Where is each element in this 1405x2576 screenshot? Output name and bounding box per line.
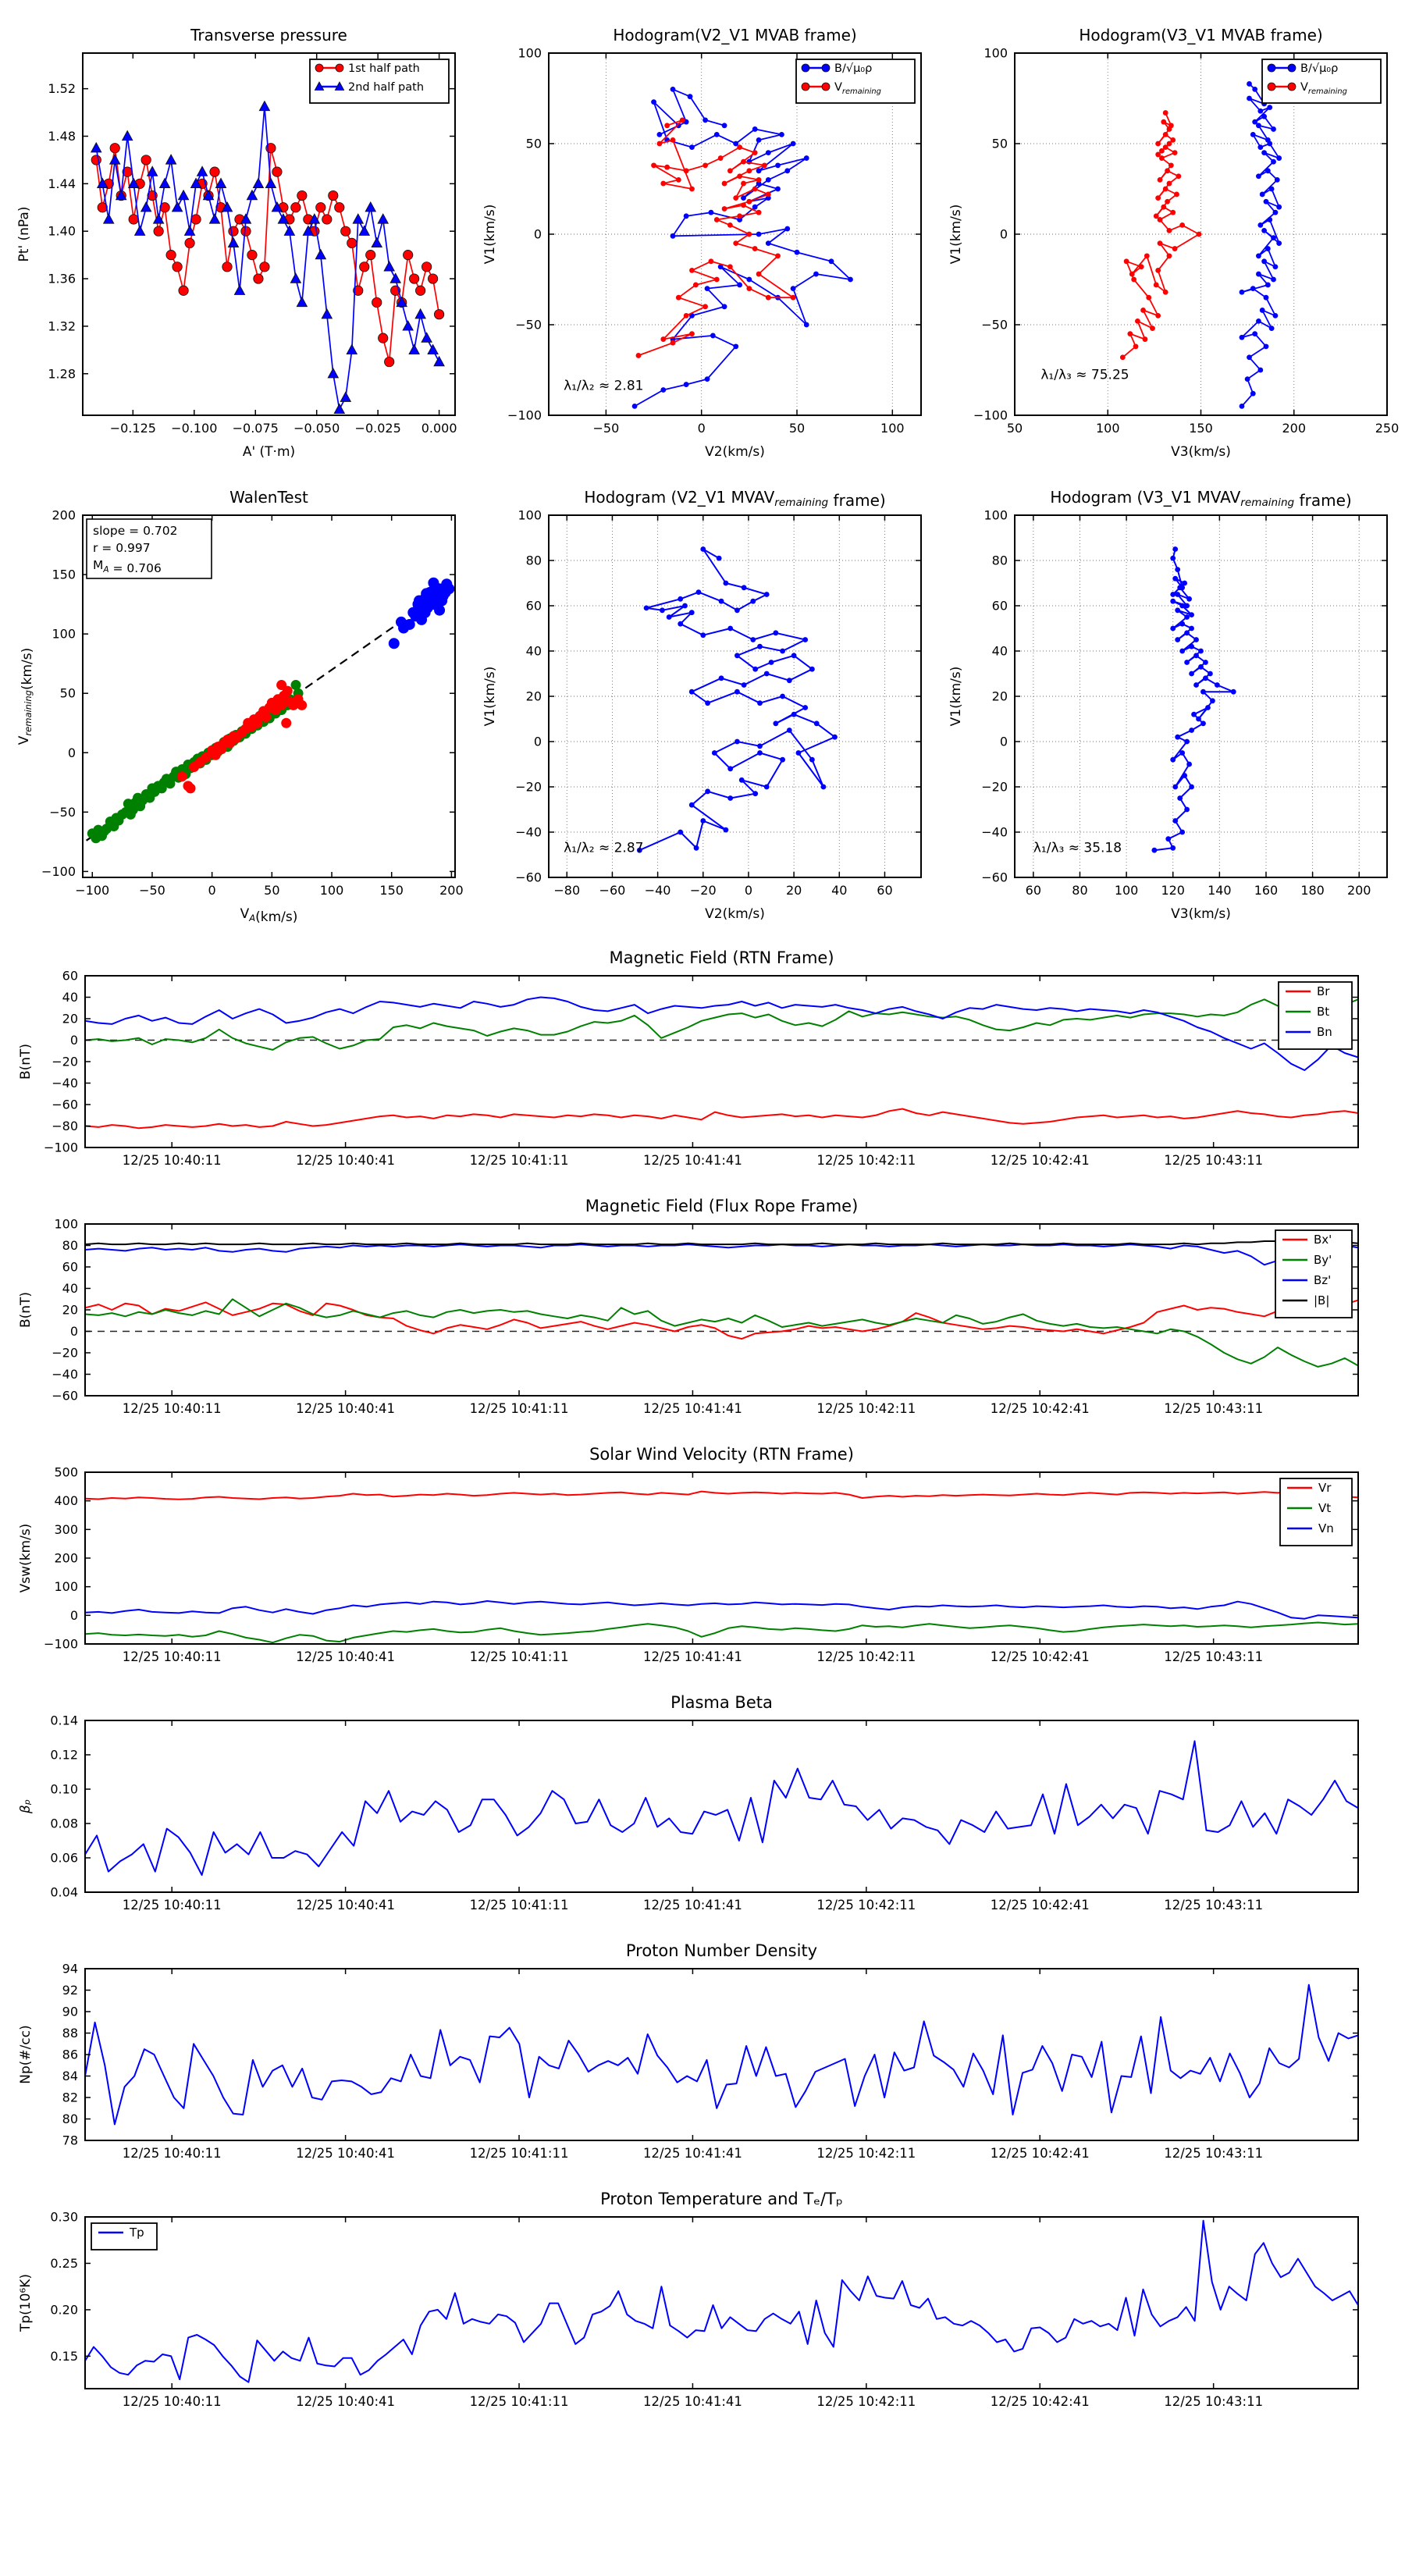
svg-text:Hodogram (V2_V1 MVAVremaining: Hodogram (V2_V1 $MVAV_{remaining}$ frame): [584, 488, 886, 510]
svg-text:V3(km/s): V3(km/s): [1171, 906, 1231, 922]
svg-text:0.14: 0.14: [50, 1713, 78, 1728]
svg-text:80: 80: [62, 1238, 78, 1253]
svg-text:1.32: 1.32: [48, 318, 76, 334]
svg-text:12/25 10:41:41: 12/25 10:41:41: [642, 1153, 742, 1168]
svg-text:−100: −100: [44, 1140, 78, 1155]
svg-text:−0.025: −0.025: [354, 421, 401, 436]
svg-text:B/√μ₀ρ: B/√μ₀ρ: [834, 62, 873, 75]
svg-text:Hodogram(V3_V1 MVAB frame): Hodogram(V3_V1 MVAB frame): [1079, 26, 1323, 44]
panel-magnetic-field-flux-rope: [11, 1191, 1405, 1435]
svg-text:100: 100: [880, 421, 905, 436]
svg-text:Bt: Bt: [1317, 1005, 1330, 1019]
svg-text:slope = 0.702: slope = 0.702: [93, 524, 178, 538]
svg-text:1.48: 1.48: [48, 128, 76, 144]
svg-text:−40: −40: [644, 883, 671, 898]
svg-text:−40: −40: [515, 824, 542, 840]
svg-text:0: 0: [999, 734, 1008, 749]
svg-text:20: 20: [785, 883, 802, 898]
svg-text:Proton Temperature and Tₑ/Tₚ: Proton Temperature and Tₑ/Tₚ: [600, 2190, 843, 2208]
svg-text:0.000: 0.000: [421, 421, 457, 436]
svg-text:12/25 10:40:41: 12/25 10:40:41: [296, 1401, 396, 1416]
svg-text:B(nT): B(nT): [18, 1291, 34, 1329]
svg-text:84: 84: [62, 2069, 78, 2083]
svg-text:−20: −20: [689, 883, 717, 898]
svg-text:MA = 0.706: $M_A = 0.706$: [93, 558, 162, 575]
svg-text:60: 60: [62, 1259, 78, 1275]
svg-text:Hodogram(V2_V1 MVAB frame): Hodogram(V2_V1 MVAB frame): [613, 26, 857, 44]
svg-text:0.06: 0.06: [50, 1850, 78, 1866]
svg-text:12/25 10:43:11: 12/25 10:43:11: [1164, 2146, 1264, 2161]
svg-text:−100: −100: [44, 1636, 78, 1652]
svg-text:60: 60: [62, 968, 78, 984]
svg-text:−0.100: −0.100: [171, 421, 218, 436]
plasma-beta-chart: [11, 1688, 1382, 1931]
svg-text:200: 200: [1282, 421, 1307, 436]
svg-text:12/25 10:40:41: 12/25 10:40:41: [296, 2146, 396, 2161]
svg-text:12/25 10:41:41: 12/25 10:41:41: [642, 1898, 742, 1912]
svg-text:160: 160: [1254, 883, 1279, 898]
svg-text:−50: −50: [592, 421, 620, 436]
svg-text:Magnetic Field (Flux Rope Fram: Magnetic Field (Flux Rope Frame): [585, 1197, 859, 1215]
svg-text:150: 150: [52, 567, 76, 582]
svg-text:100: 100: [518, 45, 542, 61]
magnetic-field-rtn-chart: [11, 943, 1382, 1187]
svg-text:60: 60: [1025, 883, 1042, 898]
svg-text:100: 100: [54, 1216, 78, 1232]
svg-text:V2(km/s): V2(km/s): [705, 906, 765, 922]
svg-text:100: 100: [984, 45, 1008, 61]
svg-text:V3(km/s): V3(km/s): [1171, 444, 1231, 460]
svg-text:1st half path: 1st half path: [348, 62, 420, 75]
svg-text:Vn: Vn: [1318, 1521, 1334, 1535]
svg-text:12/25 10:40:41: 12/25 10:40:41: [296, 2394, 396, 2409]
transverse-pressure-chart: [11, 14, 468, 476]
svg-text:500: 500: [54, 1464, 78, 1480]
svg-text:12/25 10:41:41: 12/25 10:41:41: [642, 2394, 742, 2409]
panel-solar-wind-velocity: [11, 1439, 1405, 1683]
hodogram-v2v1-mvab-chart: [477, 14, 934, 476]
svg-text:300: 300: [54, 1521, 78, 1537]
svg-text:−100: −100: [507, 407, 542, 423]
svg-text:12/25 10:40:11: 12/25 10:40:11: [122, 2146, 222, 2161]
svg-text:Pt' (nPa): Pt' (nPa): [16, 206, 32, 262]
svg-text:100: 100: [52, 626, 76, 642]
svg-text:0: 0: [999, 226, 1008, 242]
svg-text:12/25 10:42:11: 12/25 10:42:11: [816, 1649, 916, 1664]
svg-text:−50: −50: [981, 317, 1008, 333]
svg-text:1.28: 1.28: [48, 366, 76, 382]
svg-text:60: 60: [525, 598, 542, 614]
svg-text:Transverse pressure: Transverse pressure: [190, 26, 347, 44]
panel-hodogram-v3v1-mvav: [943, 476, 1400, 938]
svg-text:0.08: 0.08: [50, 1816, 78, 1831]
svg-text:V1(km/s): V1(km/s): [482, 666, 498, 727]
svg-text:λ₁/λ₂ ≈ 2.81: λ₁/λ₂ ≈ 2.81: [564, 378, 644, 394]
svg-text:12/25 10:43:11: 12/25 10:43:11: [1164, 1649, 1264, 1664]
svg-text:Solar Wind Velocity (RTN Frame: Solar Wind Velocity (RTN Frame): [589, 1445, 854, 1464]
svg-text:88: 88: [62, 2026, 78, 2041]
svg-text:λ₁/λ₃ ≈ 35.18: λ₁/λ₃ ≈ 35.18: [1033, 840, 1122, 856]
svg-text:−0.075: −0.075: [232, 421, 279, 436]
panel-hodogram-v2v1-mvav: [477, 476, 934, 938]
svg-text:12/25 10:40:11: 12/25 10:40:11: [122, 1898, 222, 1912]
svg-text:B(nT): B(nT): [18, 1043, 34, 1080]
svg-text:20: 20: [62, 1302, 78, 1318]
panel-hodogram-v3v1-mvab: [943, 14, 1400, 476]
svg-text:βₚ: βₚ: [18, 1799, 34, 1814]
svg-text:40: 40: [831, 883, 848, 898]
svg-text:Hodogram (V3_V1 MVAVremaining: Hodogram (V3_V1 $MVAV_{remaining}$ frame): [1050, 488, 1352, 510]
svg-text:150: 150: [1189, 421, 1213, 436]
svg-text:12/25 10:40:41: 12/25 10:40:41: [296, 1898, 396, 1912]
svg-text:Vremaining(km/s): $V_{remaining}(km/s)$: [16, 647, 35, 745]
svg-text:−60: −60: [52, 1097, 78, 1112]
svg-text:A' (T·m): A' (T·m): [242, 444, 296, 460]
svg-text:12/25 10:42:11: 12/25 10:42:11: [816, 1898, 916, 1912]
svg-text:1.52: 1.52: [48, 81, 76, 97]
svg-text:−20: −20: [981, 779, 1008, 795]
svg-text:40: 40: [991, 643, 1008, 659]
svg-text:50: 50: [525, 136, 542, 151]
svg-text:12/25 10:41:11: 12/25 10:41:11: [469, 1401, 569, 1416]
svg-text:Vt: Vt: [1318, 1501, 1332, 1515]
svg-text:0: 0: [208, 883, 216, 898]
svg-text:12/25 10:40:11: 12/25 10:40:11: [122, 1649, 222, 1664]
svg-text:12/25 10:41:41: 12/25 10:41:41: [642, 1401, 742, 1416]
svg-text:0: 0: [69, 1033, 78, 1048]
row-top: [11, 14, 1405, 476]
svg-text:λ₁/λ₃ ≈ 75.25: λ₁/λ₃ ≈ 75.25: [1040, 367, 1129, 383]
svg-text:12/25 10:41:41: 12/25 10:41:41: [642, 1649, 742, 1664]
svg-text:50: 50: [264, 883, 280, 898]
svg-text:12/25 10:41:11: 12/25 10:41:11: [469, 2146, 569, 2161]
svg-text:Br: Br: [1317, 984, 1330, 998]
magnetic-field-flux-rope-chart: [11, 1191, 1382, 1435]
svg-text:V1(km/s): V1(km/s): [948, 666, 964, 727]
svg-text:12/25 10:43:11: 12/25 10:43:11: [1164, 1898, 1264, 1912]
svg-text:0.20: 0.20: [50, 2302, 78, 2318]
svg-text:0.12: 0.12: [50, 1747, 78, 1763]
svg-text:Vsw(km/s): Vsw(km/s): [18, 1523, 34, 1593]
svg-text:−50: −50: [515, 317, 542, 333]
svg-text:50: 50: [788, 421, 806, 436]
svg-text:250: 250: [1375, 421, 1400, 436]
svg-text:12/25 10:43:11: 12/25 10:43:11: [1164, 1401, 1264, 1416]
svg-text:12/25 10:42:41: 12/25 10:42:41: [990, 1649, 1090, 1664]
row-second: [11, 476, 1405, 938]
svg-text:12/25 10:41:41: 12/25 10:41:41: [642, 2146, 742, 2161]
svg-text:−60: −60: [599, 883, 626, 898]
proton-temperature-chart: [11, 2184, 1382, 2428]
svg-text:V1(km/s): V1(km/s): [948, 204, 964, 265]
svg-text:12/25 10:42:41: 12/25 10:42:41: [990, 1401, 1090, 1416]
svg-text:400: 400: [54, 1493, 78, 1509]
svg-text:12/25 10:43:11: 12/25 10:43:11: [1164, 1153, 1264, 1168]
svg-text:−20: −20: [52, 1345, 78, 1361]
svg-text:0: 0: [744, 883, 753, 898]
svg-text:−80: −80: [52, 1119, 78, 1133]
svg-text:20: 20: [525, 688, 542, 704]
svg-text:92: 92: [62, 1983, 78, 1998]
hodogram-v3v1-mvab-chart: [943, 14, 1400, 476]
svg-text:80: 80: [62, 2112, 78, 2126]
svg-text:Tp(10⁶K): Tp(10⁶K): [18, 2273, 34, 2332]
svg-text:By': By': [1314, 1253, 1332, 1267]
svg-text:1.40: 1.40: [48, 223, 76, 239]
svg-text:−0.125: −0.125: [109, 421, 156, 436]
svg-text:200: 200: [54, 1550, 78, 1566]
panel-proton-number-density: [11, 1936, 1405, 2179]
svg-text:−60: −60: [981, 870, 1008, 885]
svg-text:12/25 10:43:11: 12/25 10:43:11: [1164, 2394, 1264, 2409]
svg-text:0.30: 0.30: [50, 2209, 78, 2225]
svg-text:−20: −20: [515, 779, 542, 795]
svg-text:1.44: 1.44: [48, 176, 76, 191]
svg-text:86: 86: [62, 2047, 78, 2062]
panel-magnetic-field-rtn: [11, 943, 1405, 1187]
svg-text:0.10: 0.10: [50, 1781, 78, 1797]
svg-text:40: 40: [62, 1281, 78, 1296]
panel-walen-test: [11, 476, 468, 938]
svg-text:12/25 10:41:11: 12/25 10:41:11: [469, 1649, 569, 1664]
svg-text:12/25 10:40:41: 12/25 10:40:41: [296, 1649, 396, 1664]
svg-text:12/25 10:42:11: 12/25 10:42:11: [816, 2146, 916, 2161]
svg-text:0: 0: [69, 1607, 78, 1623]
svg-text:0.04: 0.04: [50, 1884, 78, 1900]
svg-text:12/25 10:42:11: 12/25 10:42:11: [816, 2394, 916, 2409]
svg-text:−40: −40: [52, 1367, 78, 1382]
svg-text:−100: −100: [75, 883, 110, 898]
svg-text:200: 200: [439, 883, 464, 898]
svg-text:100: 100: [1095, 421, 1120, 436]
svg-text:80: 80: [525, 553, 542, 568]
svg-text:V2(km/s): V2(km/s): [705, 444, 765, 460]
svg-text:40: 40: [525, 643, 542, 659]
svg-text:100: 100: [54, 1579, 78, 1595]
svg-text:VA(km/s): $V_A(km/s)$: [240, 906, 298, 925]
svg-text:12/25 10:41:11: 12/25 10:41:11: [469, 2394, 569, 2409]
svg-text:Vremaining: $V_{remaining}$: [834, 81, 881, 96]
svg-text:λ₁/λ₂ ≈ 2.87: λ₁/λ₂ ≈ 2.87: [564, 840, 644, 856]
svg-text:12/25 10:40:11: 12/25 10:40:11: [122, 1401, 222, 1416]
svg-text:180: 180: [1300, 883, 1325, 898]
svg-text:−0.050: −0.050: [293, 421, 340, 436]
svg-text:94: 94: [62, 1961, 78, 1976]
svg-text:B/√μ₀ρ: B/√μ₀ρ: [1300, 62, 1339, 75]
hodogram-v2v1-mvav-chart: [477, 476, 934, 938]
svg-text:−60: −60: [52, 1388, 78, 1404]
svg-text:Plasma Beta: Plasma Beta: [670, 1693, 773, 1712]
svg-text:0.25: 0.25: [50, 2255, 78, 2271]
svg-text:−40: −40: [52, 1076, 78, 1091]
svg-text:Np(#/cc): Np(#/cc): [18, 2025, 34, 2084]
svg-text:50: 50: [1006, 421, 1023, 436]
svg-text:82: 82: [62, 2090, 78, 2105]
svg-text:−50: −50: [49, 804, 76, 820]
svg-text:0: 0: [67, 745, 76, 760]
panel-hodogram-v2v1-mvab: [477, 14, 934, 476]
svg-text:0.15: 0.15: [50, 2348, 78, 2364]
svg-text:100: 100: [518, 507, 542, 523]
svg-text:r = 0.997: r = 0.997: [93, 541, 151, 555]
svg-text:12/25 10:41:11: 12/25 10:41:11: [469, 1898, 569, 1912]
svg-text:12/25 10:42:11: 12/25 10:42:11: [816, 1401, 916, 1416]
svg-text:0: 0: [533, 734, 542, 749]
svg-text:100: 100: [984, 507, 1008, 523]
panel-proton-temperature: [11, 2184, 1405, 2428]
panel-transverse-pressure: [11, 14, 468, 476]
svg-text:78: 78: [62, 2133, 78, 2148]
svg-text:12/25 10:40:11: 12/25 10:40:11: [122, 1153, 222, 1168]
svg-text:WalenTest: WalenTest: [229, 488, 308, 507]
svg-text:12/25 10:42:11: 12/25 10:42:11: [816, 1153, 916, 1168]
svg-text:50: 50: [991, 136, 1008, 151]
svg-text:80: 80: [991, 553, 1008, 568]
svg-text:−100: −100: [973, 407, 1008, 423]
svg-text:0: 0: [69, 1324, 78, 1339]
svg-text:20: 20: [62, 1011, 78, 1026]
svg-text:2nd half path: 2nd half path: [348, 81, 425, 94]
svg-text:140: 140: [1208, 883, 1232, 898]
svg-text:Vremaining: $V_{remaining}$: [1300, 81, 1347, 96]
svg-text:40: 40: [62, 990, 78, 1005]
svg-text:20: 20: [991, 688, 1008, 704]
svg-text:Magnetic Field (RTN Frame): Magnetic Field (RTN Frame): [609, 948, 834, 967]
solar-wind-velocity-chart: [11, 1439, 1382, 1683]
svg-text:12/25 10:42:41: 12/25 10:42:41: [990, 2146, 1090, 2161]
proton-number-density-chart: [11, 1936, 1382, 2179]
svg-text:−60: −60: [515, 870, 542, 885]
svg-text:−40: −40: [981, 824, 1008, 840]
panel-plasma-beta: [11, 1688, 1405, 1931]
svg-text:Vr: Vr: [1318, 1481, 1332, 1495]
svg-text:50: 50: [59, 685, 76, 701]
svg-text:1.36: 1.36: [48, 271, 76, 286]
svg-text:80: 80: [1072, 883, 1088, 898]
svg-text:12/25 10:42:41: 12/25 10:42:41: [990, 1898, 1090, 1912]
svg-text:12/25 10:42:41: 12/25 10:42:41: [990, 2394, 1090, 2409]
svg-text:12/25 10:41:11: 12/25 10:41:11: [469, 1153, 569, 1168]
svg-text:Bz': Bz': [1314, 1273, 1332, 1287]
svg-text:90: 90: [62, 2004, 78, 2019]
svg-text:−50: −50: [139, 883, 165, 898]
svg-text:200: 200: [52, 507, 76, 523]
svg-text:150: 150: [379, 883, 404, 898]
svg-text:60: 60: [991, 598, 1008, 614]
svg-text:0: 0: [697, 421, 706, 436]
svg-text:−80: −80: [553, 883, 581, 898]
svg-text:Bx': Bx': [1314, 1233, 1332, 1247]
svg-text:200: 200: [1346, 883, 1371, 898]
svg-text:12/25 10:40:11: 12/25 10:40:11: [122, 2394, 222, 2409]
svg-text:Bn: Bn: [1317, 1025, 1332, 1039]
svg-text:−20: −20: [52, 1054, 78, 1069]
svg-text:100: 100: [319, 883, 344, 898]
svg-text:0: 0: [533, 226, 542, 242]
svg-text:V1(km/s): V1(km/s): [482, 204, 498, 265]
svg-text:Tp: Tp: [130, 2226, 144, 2240]
svg-text:100: 100: [1114, 883, 1139, 898]
svg-text:120: 120: [1161, 883, 1185, 898]
walen-test-chart: [11, 476, 468, 938]
svg-text:12/25 10:42:41: 12/25 10:42:41: [990, 1153, 1090, 1168]
svg-text:Proton Number Density: Proton Number Density: [625, 1941, 818, 1960]
svg-text:−100: −100: [41, 863, 76, 879]
svg-text:|B|: |B|: [1314, 1293, 1330, 1308]
svg-text:12/25 10:40:41: 12/25 10:40:41: [296, 1153, 396, 1168]
svg-text:60: 60: [877, 883, 893, 898]
hodogram-v3v1-mvav-chart: [943, 476, 1400, 938]
